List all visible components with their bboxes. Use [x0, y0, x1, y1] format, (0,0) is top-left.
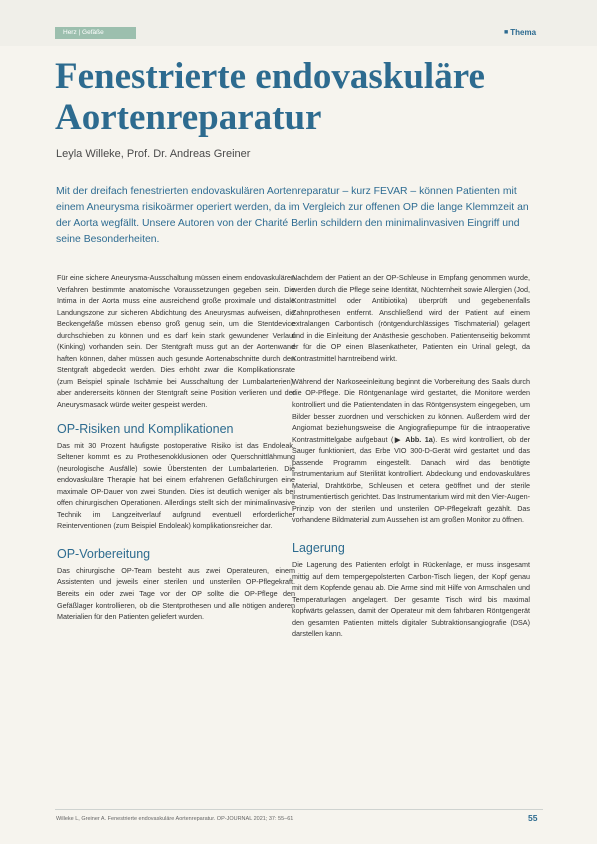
heading-preparation: OP-Vorbereitung	[57, 546, 151, 561]
paragraph: Das chirurgische OP-Team besteht aus zwei Operateuren, einem Assistenten und jeweils einer sterilen und unsterilen OP-Pflegekraft. Bereits ein oder zwei Tage vor der OP sollte die OP-Pflege den Gefäßlager kontrollieren, ob die Stentprothesen und alle nötigen anderen Materialien für den Patienten geliefert wurden.	[57, 565, 295, 622]
heading-risks: OP-Risiken und Komplikationen	[57, 421, 234, 436]
article-title: Fenestrierte endovaskuläre Aortenreparatur	[55, 56, 485, 138]
heading-positioning: Lagerung	[292, 541, 345, 556]
paragraph: Das mit 30 Prozent häufigste postoperative Risiko ist das Endoleak. Seltener kommt es zu Prothesenokklusionen oder Querschnittlähmung (neurologische Ausfälle) sowie Überstenten der Lumbalarterien. Die endovaskuläre Therapie hat bei einem erfahrenen Gefäßchirurgen eine maximale OP-Dauer von zwei Stunden. Dies ist deutlich weniger als bei offen chirurgischen Operationen. Allerdings stellt sich der minimalinvasive Technik im Langzeitverlauf aufgrund eventuell erforderlicher Reinterventionen (zum Beispiel Endoleak) komplikationsreicher dar.	[57, 440, 295, 531]
square-icon: ■	[504, 29, 509, 36]
left-column	[57, 272, 295, 623]
thema-label	[504, 26, 536, 39]
paragraph-with-figure-ref	[292, 376, 530, 526]
footer-citation: Willeke L, Greiner A. Fenestrierte endovaskuläre Aortenreparatur. OP-JOURNAL 2021; 37: 55–61	[56, 816, 294, 822]
figure-reference-link[interactable]: ▶ Abb. 1a	[393, 434, 433, 444]
page-number: 55	[528, 813, 538, 823]
footer-divider	[55, 809, 543, 810]
paragraph: Die Lagerung des Patienten erfolgt in Rückenlage, er muss insgesamt mittig auf dem tempergepolsterten Carbon-Tisch liegen, der Kopf genau mit dem Kopfende genau ab. Die Arme sind mit Hilfe von Armschalen und Temperaturlagen angelagert. Der gesamte Tisch wird bis maximal kopfwärts gelassen, damit der Operateur mit dem fahrbaren Röntgengerät den gesamten Patienten mittels digitaler Subtraktionsangiografie (DSA) darstellen kann.	[292, 560, 530, 639]
paragraph-part: ). Es wird kontrolliert, ob der Sauger funktioniert, das Erbe VIO 300-D-Gerät wird gestartet und das passende Programm eingestellt. Danach wird das benötigte Instrumentarium auf Sterilität kontrolliert. Abdeckung und endovaskuläres Material, Drahtkörbe, Schleusen et cetera geöffnet und der sterile Instrumentiertisch gerichtet. Das Instrumentarium wird mit den Vier-Augen-Prinzip von der sterilen und unsterilen OP-Pflegekraft gezählt. Das vorhandene Bildmaterial zum Aussehen ist am großen Monitor zu öffnen.	[292, 434, 530, 525]
thema-text: Thema	[510, 28, 537, 37]
right-column	[292, 272, 530, 640]
section-tag-label: Herz | Gefäße	[63, 29, 104, 36]
top-band	[0, 0, 597, 46]
paragraph: Für eine sichere Aneurysma-Ausschaltung müssen einem endovaskulären Verfahren bestimmte anatomische Voraussetzungen gegeben sein. Die Intima in der Aorta muss eine ausreichend große proximale und distale Landungszone zur sicheren Abdichtung des Aneurysmas aufweisen, die Beckengefäße müssen ebenso groß genug sein, um die Stentdevice durchschieben zu können und es darf kein stark gewundener Verlauf (Kinking) vorhanden sein. Der Stentgraft muss gut an der Aortenwand haften können, daher müssen auch gesunde Aortenabschnitte durch den Stentgraft abgedeckt werden. Dies erhöht zwar die Komplikationsrate (zum Beispiel spinale Ischämie bei Ausschaltung der Lumbalarterien), aber andererseits können der Stentgraft seine Position verlieren und der Aneurysmasack würde weiter gespeist werden.	[57, 273, 295, 410]
article-lead: Mit der dreifach fenestrierten endovaskulären Aortenreparatur – kurz FEVAR – können Patienten mit einem Aneurysma risikoärmer operiert werden, da im Vergleich zur offenen OP die lange Klemmzeit an der Aorta wegfällt. Unsere Autoren von der Charité Berlin schildern den minimalinvasiven Eingriff und seine Besonderheiten.	[56, 186, 529, 245]
section-tag	[55, 27, 136, 39]
article-authors: Leyla Willeke, Prof. Dr. Andreas Greiner	[56, 148, 251, 160]
paragraph-part: Während der Narkoseeinleitung beginnt die Vorbereitung des Saals durch die OP-Pflege. Die Röntgenanlage wird gestartet, die Monitore werden kontrolliert und die Patientendaten in das Röntgensystem eingegeben, um Bilder besser zuordnen und verschicken zu können. Außerdem wird der Angiomat beziehungsweise die Angiografiepumpe für die intraoperative Kontrastmittelgabe aufgebaut (	[292, 376, 530, 444]
paragraph: Nachdem der Patient an der OP-Schleuse in Empfang genommen wurde, werden durch die Pflege seine Identität, Nüchternheit sowie Allergien (Jod, Kontrastmittel oder Antibiotika) überprüft und gegebenenfalls Zahnprothesen entfernt. Anschließend wird der Patient auf einem extralangen Carbontisch (röntgendurchlässiges Tischmaterial) gelagert und in die Einleitung der Anästhesie geschoben. Patientenseitig bekommt er für die OP einen Blasenkatheter, Patienten ein Urinal gelegt, da Kontrastmittel harntreibend wirkt.	[292, 273, 530, 363]
